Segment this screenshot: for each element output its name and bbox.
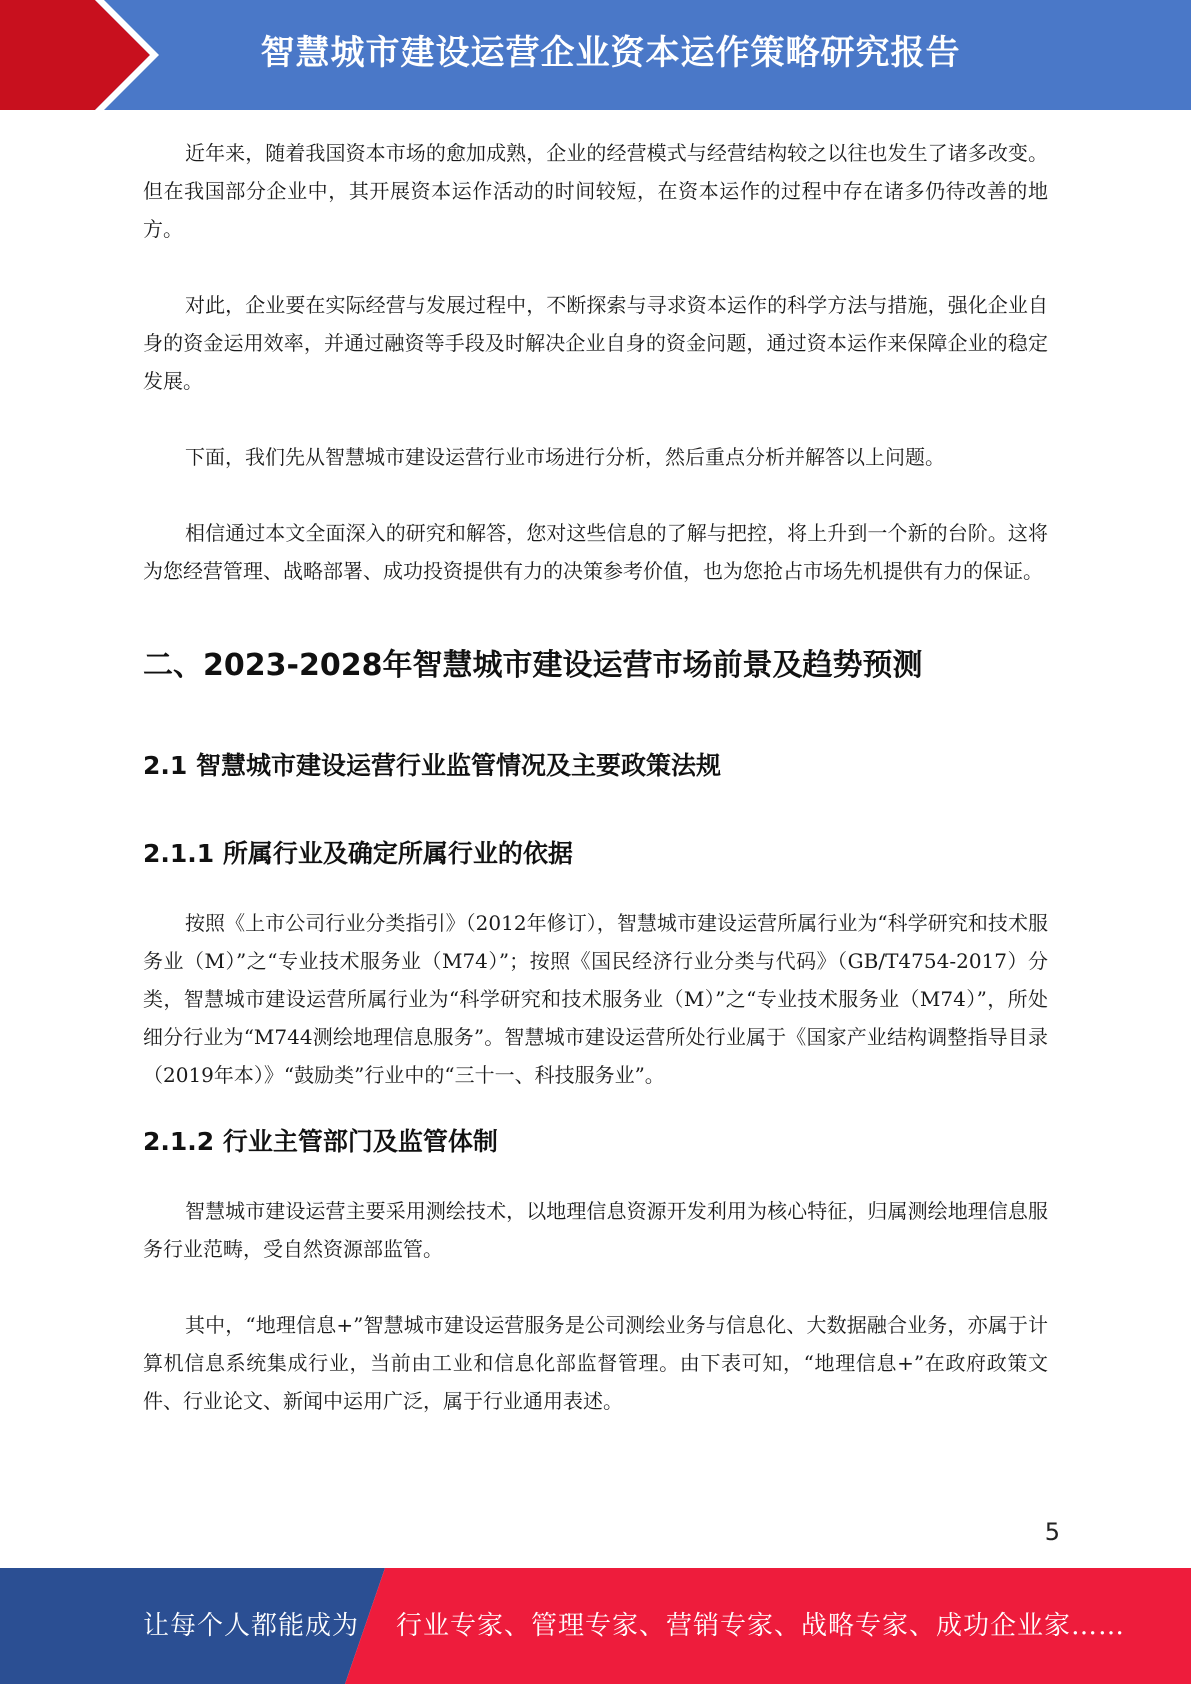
subsection-heading-2-1: 2.1 智慧城市建设运营行业监管情况及主要政策法规 <box>143 751 721 780</box>
report-title: 智慧城市建设运营企业资本运作策略研究报告 <box>260 33 961 73</box>
intro-paragraph-4: 相信通过本文全面深入的研究和解答，您对这些信息的了解与把控，将上升到一个新的台阶。这将为您经营管理、战略部署、成功投资提供有力的决策参考价值，也为您抢占市场先机提供有力的保证。 <box>143 521 1048 583</box>
document-body <box>143 134 1048 1420</box>
industry-classification-paragraph: 按照《上市公司行业分类指引》（2012年修订），智慧城市建设运营所属行业为“科学研究和技术服务业（M）”之“专业技术服务业（M74）”；按照《国民经济行业分类与代码》（GB/T4754-2017）分类，智慧城市建设运营所属行业为“科学研究和技术服务业（M）”之“专业技术服务业（M74）”，所处细分行业为“M744测绘地理信息服务”。智慧城市建设运营所处行业属于《国家产业结构调整指导目录（2019年本）》“鼓励类”行业中的“三十一、科技服务业”。 <box>143 911 1048 1087</box>
page-number: 5 <box>1044 1518 1060 1546</box>
regulation-paragraph-2: 其中，“地理信息+”智慧城市建设运营服务是公司测绘业务与信息化、大数据融合业务，亦属于计算机信息系统集成行业，当前由工业和信息化部监督管理。由下表可知，“地理信息+”在政府政策文件、行业论文、新闻中运用广泛，属于行业通用表述。 <box>143 1313 1048 1413</box>
intro-paragraph-3: 下面，我们先从智慧城市建设运营行业市场进行分析，然后重点分析并解答以上问题。 <box>185 445 945 469</box>
intro-paragraph-2: 对此，企业要在实际经营与发展过程中，不断探索与寻求资本运作的科学方法与措施，强化企业自身的资金运用效率，并通过融资等手段及时解决企业自身的资金问题，通过资本运作来保障企业的稳定发展。 <box>143 293 1048 393</box>
regulation-paragraph-1: 智慧城市建设运营主要采用测绘技术，以地理信息资源开发利用为核心特征，归属测绘地理信息服务行业范畴，受自然资源部监管。 <box>143 1199 1048 1261</box>
footer-slogan-left: 让每个人都能成为 <box>143 1611 360 1641</box>
subsection-heading-2-1-2: 2.1.2 行业主管部门及监管体制 <box>143 1127 498 1156</box>
intro-paragraph-1: 近年来，随着我国资本市场的愈加成熟，企业的经营模式与经营结构较之以往也发生了诸多改变。但在我国部分企业中，其开展资本运作活动的时间较短，在资本运作的过程中存在诸多仍待改善的地方。 <box>143 141 1048 241</box>
footer-slogan-right: 行业专家、管理专家、营销专家、战略专家、成功企业家…… <box>396 1611 1126 1641</box>
header-banner <box>0 0 1191 110</box>
subsection-heading-2-1-1: 2.1.1 所属行业及确定所属行业的依据 <box>143 839 573 868</box>
footer-banner <box>0 1568 1191 1684</box>
section-heading-2: 二、2023-2028年智慧城市建设运营市场前景及趋势预测 <box>143 648 923 683</box>
